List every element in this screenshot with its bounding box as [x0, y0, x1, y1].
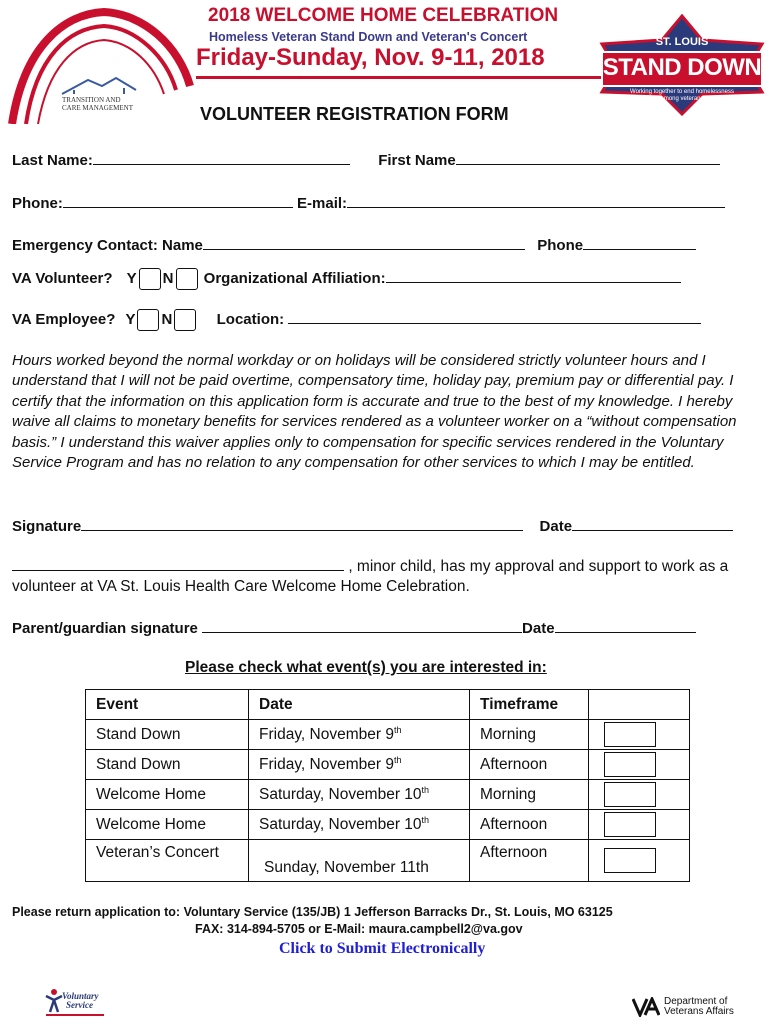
last-name-label: Last Name:: [12, 152, 93, 169]
minor-consent: [12, 556, 762, 598]
check-cell: [589, 840, 690, 882]
date-cell: Friday, November 9th: [249, 750, 470, 780]
date-cell: Friday, November 9th: [249, 720, 470, 750]
org-affiliation-label: Organizational Affiliation:: [203, 270, 386, 287]
name-row: [12, 150, 720, 169]
event-cell: Welcome Home: [86, 810, 249, 840]
voluntary-service-logo: [40, 988, 110, 1018]
timeframe-cell: Afternoon: [470, 750, 589, 780]
event-checkbox[interactable]: [604, 812, 656, 837]
va-volunteer-row: [12, 268, 681, 290]
logo-right-top: ST. LOUIS: [655, 36, 709, 48]
signature-field[interactable]: [81, 516, 523, 531]
header-check: [589, 690, 690, 720]
table-row: [86, 780, 690, 810]
return-address: Please return application to: Voluntary Service (135/JB) 1 Jefferson Barracks Dr., St. Louis, MO 63125: [12, 905, 613, 919]
va-employee-n-label: N: [161, 311, 173, 328]
phone-field[interactable]: [63, 193, 293, 208]
va-employee-no-checkbox[interactable]: [174, 309, 196, 331]
emergency-name-label: Emergency Contact: Name: [12, 237, 203, 254]
va-volunteer-yes-checkbox[interactable]: [139, 268, 161, 290]
table-row: [86, 720, 690, 750]
logo-department-of: Department of: [664, 996, 728, 1007]
last-name-field[interactable]: [93, 150, 350, 165]
parent-signature-field[interactable]: [202, 618, 522, 633]
location-label: Location:: [216, 311, 285, 328]
logo-voluntary: Voluntary: [62, 991, 99, 1001]
date-cell: Saturday, November 10th: [249, 780, 470, 810]
emergency-name-field[interactable]: [203, 235, 525, 250]
form-title: VOLUNTEER REGISTRATION FORM: [200, 104, 509, 124]
phone-label: Phone:: [12, 195, 63, 212]
emergency-row: [12, 235, 696, 254]
table-row: [86, 750, 690, 780]
volunteer-figure-icon: [44, 988, 64, 1014]
event-cell: Stand Down: [86, 750, 249, 780]
events-table: [85, 689, 690, 882]
event-checkbox[interactable]: [604, 782, 656, 807]
timeframe-cell: Afternoon: [470, 840, 589, 882]
location-field[interactable]: [288, 309, 701, 324]
va-employee-yes-checkbox[interactable]: [137, 309, 159, 331]
timeframe-cell: Morning: [470, 720, 589, 750]
logo-right-main: STAND DOWN: [602, 54, 762, 81]
va-logo: [632, 996, 762, 1018]
submit-link[interactable]: Click to Submit Electronically: [279, 940, 486, 957]
logo-right-tag1: Working together to end homelessness: [630, 89, 734, 95]
header-event: Event: [86, 690, 249, 720]
va-emblem-icon: [632, 997, 660, 1017]
header-rule: [196, 76, 601, 79]
signature-row: [12, 516, 733, 535]
event-title: 2018 WELCOME HOME CELEBRATION: [208, 5, 559, 26]
transition-care-logo: [4, 6, 194, 124]
parent-signature-label: Parent/guardian signature: [12, 620, 198, 637]
fax-email: FAX: 314-894-5705 or E-Mail: maura.campbell2@va.gov: [195, 922, 523, 936]
va-employee-label: VA Employee?: [12, 311, 116, 328]
va-volunteer-n-label: N: [162, 270, 174, 287]
check-cell: [589, 750, 690, 780]
event-checkbox[interactable]: [604, 752, 656, 777]
logo-left-line2: CARE MANAGEMENT: [62, 104, 133, 112]
va-volunteer-y-label: Y: [126, 270, 137, 287]
emergency-phone-field[interactable]: [583, 235, 696, 250]
event-dates: Friday-Sunday, Nov. 9-11, 2018: [196, 44, 545, 71]
event-checkbox[interactable]: [604, 848, 656, 873]
check-cell: [589, 780, 690, 810]
parent-row: [12, 618, 696, 637]
date-cell: Sunday, November 11th: [249, 840, 470, 882]
first-name-field[interactable]: [456, 150, 720, 165]
signature-date-label: Date: [539, 518, 573, 535]
event-cell: Veteran’s Concert: [86, 840, 249, 882]
check-cell: [589, 810, 690, 840]
parent-date-label: Date: [522, 620, 555, 637]
timeframe-cell: Afternoon: [470, 810, 589, 840]
check-cell: [589, 720, 690, 750]
logo-left-line1: TRANSITION AND: [62, 96, 121, 104]
parent-date-field[interactable]: [555, 618, 696, 633]
va-volunteer-no-checkbox[interactable]: [176, 268, 198, 290]
signature-date-field[interactable]: [572, 516, 733, 531]
table-row: [86, 840, 690, 882]
email-label: E-mail:: [297, 195, 348, 212]
logo-right-tag2: among veterans: [660, 96, 704, 102]
header-timeframe: Timeframe: [470, 690, 589, 720]
org-affiliation-field[interactable]: [386, 268, 681, 283]
table-row: [86, 810, 690, 840]
signature-label: Signature: [12, 518, 82, 535]
email-field[interactable]: [347, 193, 725, 208]
minor-consent-text: , minor child, has my approval and support to work as a volunteer at VA St. Louis Health Care Welcome Home Celebration.: [12, 558, 729, 596]
va-employee-y-label: Y: [125, 311, 136, 328]
timeframe-cell: Morning: [470, 780, 589, 810]
event-cell: Welcome Home: [86, 780, 249, 810]
event-subtitle: Homeless Veteran Stand Down and Veteran's Concert: [209, 30, 528, 44]
va-employee-row: [12, 309, 701, 331]
contact-row: [12, 193, 725, 212]
stand-down-logo: [598, 14, 766, 116]
event-checkbox[interactable]: [604, 722, 656, 747]
first-name-label: First Name: [378, 152, 456, 169]
table-header-row: [86, 690, 690, 720]
date-cell: Saturday, November 10th: [249, 810, 470, 840]
logo-service: Service: [66, 1000, 93, 1010]
emergency-phone-label: Phone: [537, 237, 584, 254]
minor-name-field[interactable]: [12, 556, 344, 571]
header-date: Date: [249, 690, 470, 720]
events-heading: Please check what event(s) you are interested in:: [185, 659, 547, 676]
logo-veterans-affairs: Veterans Affairs: [664, 1006, 734, 1017]
va-volunteer-label: VA Volunteer?: [12, 270, 113, 287]
event-cell: Stand Down: [86, 720, 249, 750]
waiver-text: Hours worked beyond the normal workday or on holidays will be considered strictly volunteer hours and I understand that I will not be paid overtime, compensatory time, holiday pay, premium pay or differential pay. I certify that the information on this application form is accurate and true to the best of my knowledge. I hereby waive all claims to monetary benefits for services rendered as a volunteer worker on a “without compensation basis.” I understand this waiver applies only to compensation for specific services rendered in the Voluntary Service Program and has no relation to any compensation for other services to which I may be entitled.: [12, 352, 737, 472]
